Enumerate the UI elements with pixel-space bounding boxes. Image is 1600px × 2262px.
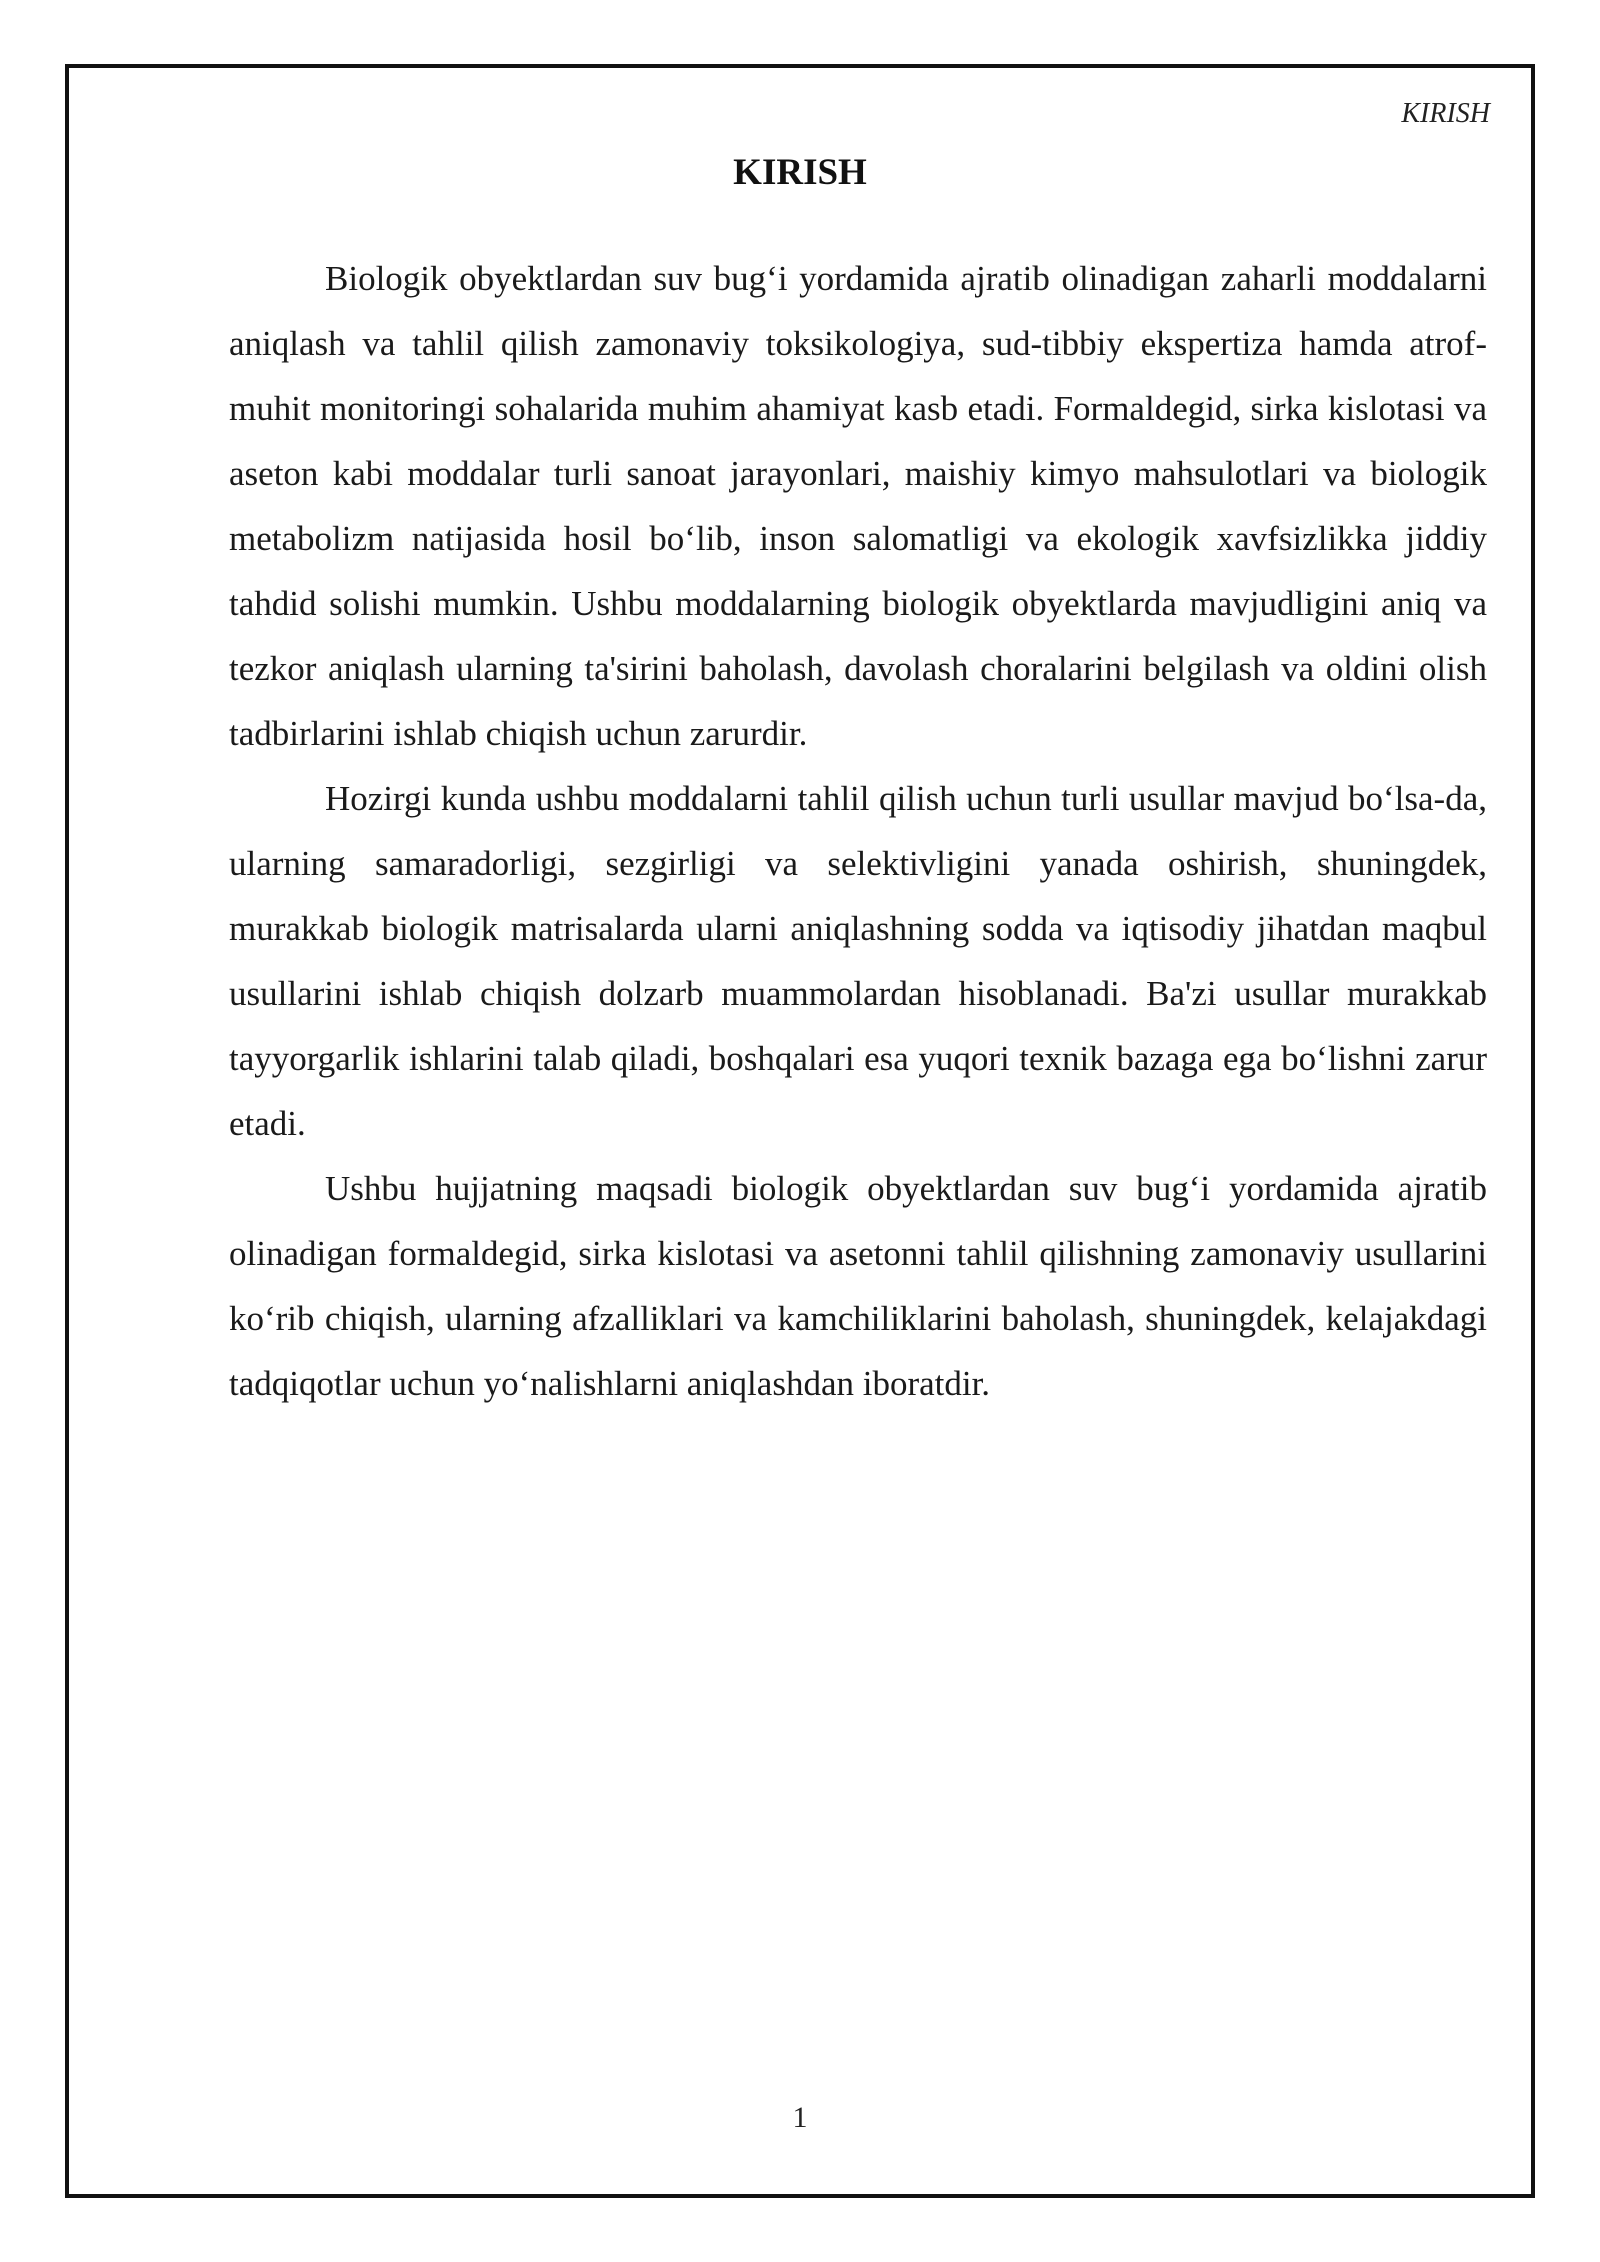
running-header: KIRISH (1401, 98, 1490, 129)
paragraph-3: Ushbu hujjatning maqsadi biologik obyektlardan suv bug‘i yordamida ajratib olinadigan formaldegid, sirka kislotasi va asetonni tahlil qilishning zamonaviy usullarini ko‘rib chiqish, ularning afzalliklari va kamchiliklarini baholash, shuningdek, kelajakdagi tadqiqotlar uchun yo‘nalishlarni aniqlashdan iboratdir. (229, 1169, 1487, 1403)
page-title: KIRISH (733, 152, 867, 193)
page-number: 1 (792, 2101, 808, 2134)
body-text (229, 246, 1487, 1416)
paragraph-1: Biologik obyektlardan suv bug‘i yordamida ajratib olinadigan zaharli moddalarni aniqlash va tahlil qilish zamonaviy toksikologiya, sud-tibbiy ekspertiza hamda atrof-muhit monitoringi sohalarida muhim ahamiyat kasb etadi. Formaldegid, sirka kislotasi va aseton kabi moddalar turli sanoat jarayonlari, maishiy kimyo mahsulotlari va biologik metabolizm natijasida hosil bo‘lib, inson salomatligi va ekologik xavfsizlikka jiddiy tahdid solishi mumkin. Ushbu moddalarning biologik obyektlarda mavjudligini aniq va tezkor aniqlash ularning ta'sirini baholash, davolash choralarini belgilash va oldini olish tadbirlarini ishlab chiqish uchun zarurdir. (229, 259, 1487, 753)
paragraph-2: Hozirgi kunda ushbu moddalarni tahlil qilish uchun turli usullar mavjud bo‘lsa-da, ularning samaradorligi, sezgirligi va selektivligini yanada oshirish, shuningdek, murakkab biologik matrisalarda ularni aniqlashning sodda va iqtisodiy jihatdan maqbul usullarini ishlab chiqish dolzarb muammolardan hisoblanadi. Ba'zi usullar murakkab tayyorgarlik ishlarini talab qiladi, boshqalari esa yuqori texnik bazaga ega bo‘lishni zarur etadi. (229, 779, 1487, 1143)
